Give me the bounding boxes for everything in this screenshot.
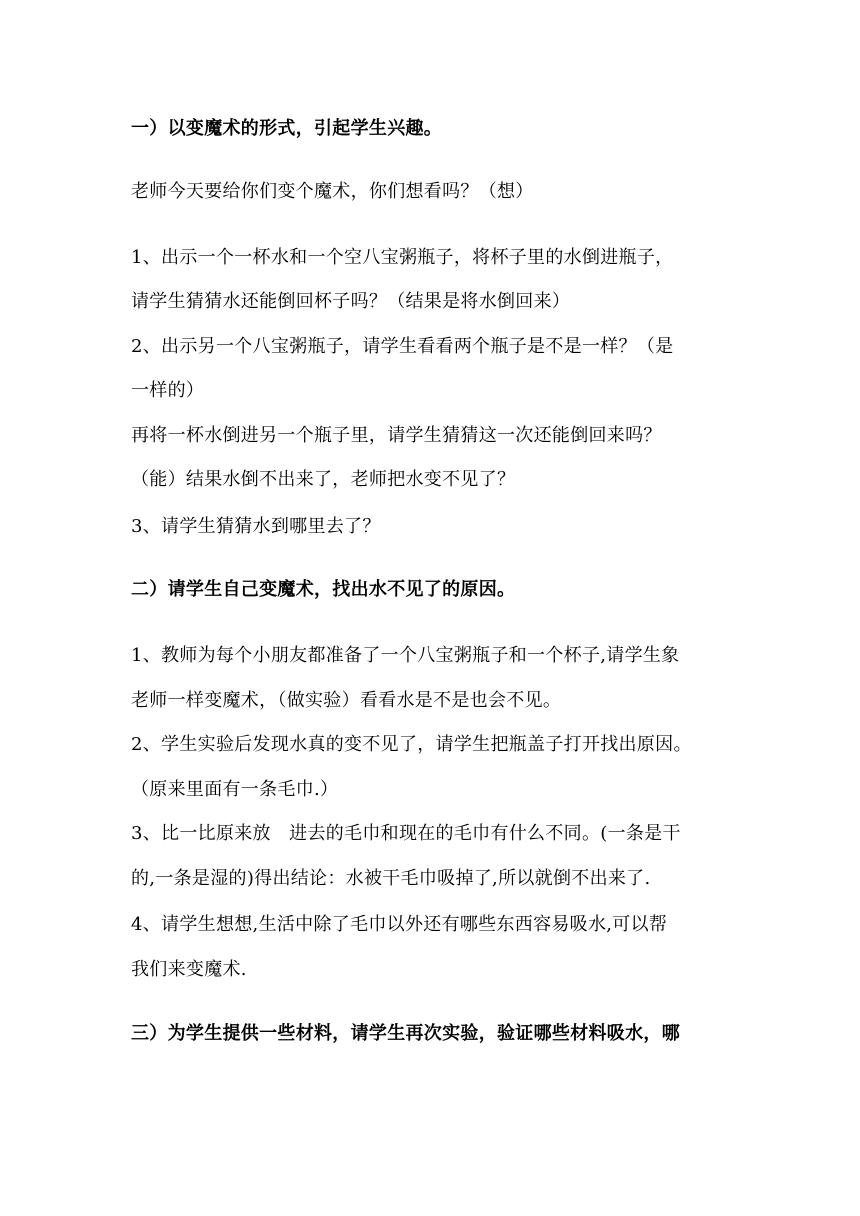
section2-step3-line2: 的,一条是湿的)得出结论：水被干毛巾吸掉了,所以就倒不出来了. — [131, 868, 651, 889]
section2-step4-line2: 我们来变魔术. — [131, 959, 247, 980]
section1-heading: 一）以变魔术的形式，引起学生兴趣。 — [131, 118, 443, 139]
section1-step2-line2: 一样的） — [131, 380, 205, 401]
section3-heading: 三）为学生提供一些材料，请学生再次实验，验证哪些材料吸水，哪 — [131, 1023, 680, 1044]
section1-intro: 老师今天要给你们变个魔术，你们想看吗？（想） — [131, 181, 534, 202]
section1-step1-line1: 1、出示一个一杯水和一个空八宝粥瓶子，将杯子里的水倒进瓶子， — [131, 247, 674, 268]
section1-step1-line2: 请学生猜猜水还能倒回杯子吗？（结果是将水倒回来） — [131, 291, 571, 312]
section1-step3: 3、请学生猜猜水到哪里去了？ — [131, 516, 381, 537]
section2-step2-line2: （原来里面有一条毛巾.） — [131, 779, 339, 800]
section1-step2-line3: 再将一杯水倒进另一个瓶子里，请学生猜猜这一次还能倒回来吗？ — [131, 425, 662, 446]
section2-step1-line2: 老师一样变魔术，（做实验）看看水是不是也会不见。 — [131, 690, 562, 711]
section2-step3-line1: 3、比一比原来放 进去的毛巾和现在的毛巾有什么不同。(一条是干 — [131, 823, 681, 844]
section1-step2-line4: （能）结果水倒不出来了，老师把水变不见了？ — [131, 469, 516, 490]
section2-step4-line1: 4、请学生想想,生活中除了毛巾以外还有哪些东西容易吸水,可以帮 — [131, 914, 668, 935]
section2-step1-line1: 1、教师为每个小朋友都准备了一个八宝粥瓶子和一个杯子,请学生象 — [131, 645, 680, 666]
section2-step2-line1: 2、学生实验后发现水真的变不见了，请学生把瓶盖子打开找出原因。 — [131, 734, 692, 755]
section2-heading: 二）请学生自己变魔术，找出水不见了的原因。 — [131, 579, 516, 600]
section1-step2-line1: 2、出示另一个八宝粥瓶子，请学生看看两个瓶子是不是一样？（是 — [131, 336, 674, 357]
